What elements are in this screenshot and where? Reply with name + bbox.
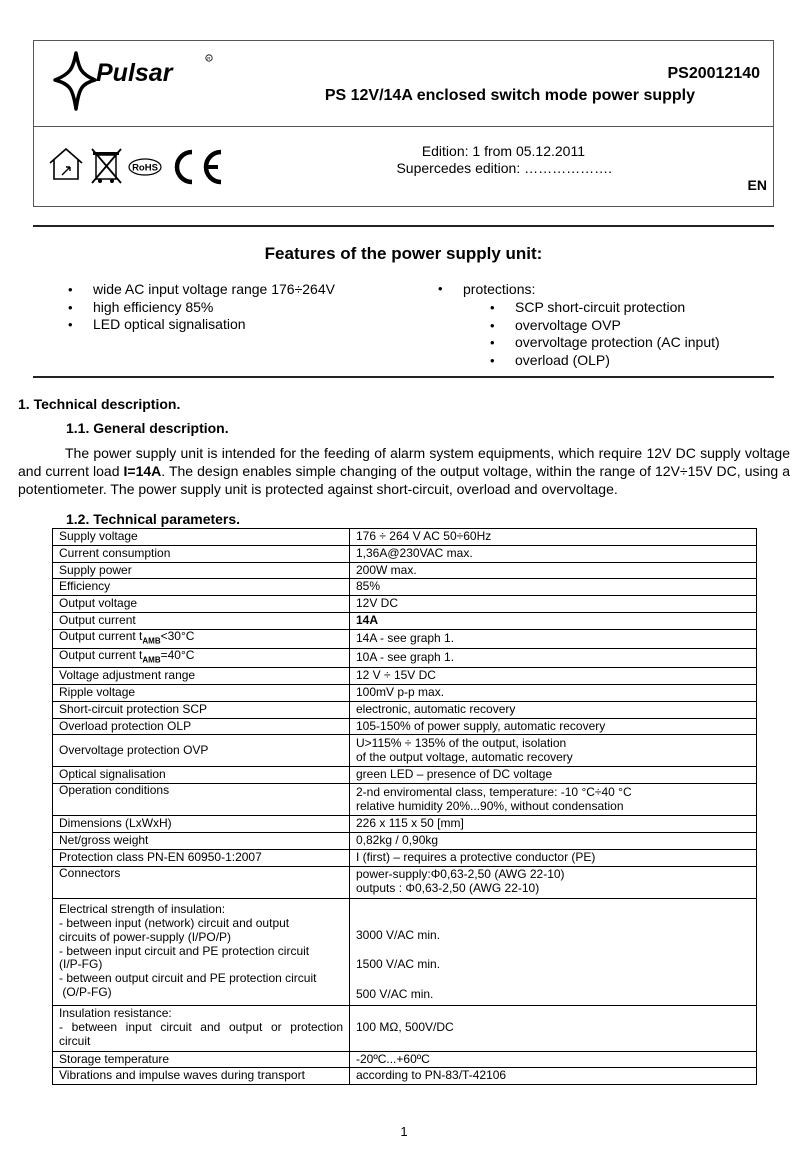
document-title: PS 12V/14A enclosed switch mode power supply (324, 87, 695, 104)
table-row: Dimensions (LxWxH) 226 x 115 x 50 [mm] (53, 816, 757, 833)
list-item: • overvoltage protection (AC input) (515, 334, 720, 352)
features-title: Features of the power supply unit: (264, 244, 543, 263)
list-item: • wide AC input voltage range 176÷264V (93, 281, 335, 299)
certification-icons (48, 145, 228, 187)
table-row: Vibrations and impulse waves during transport according to PN-83/T-42106 (53, 1068, 757, 1085)
list-item: • overvoltage OVP (515, 317, 720, 335)
table-row: Short-circuit protection SCP electronic, automatic recovery (53, 701, 757, 718)
document-code: PS20012140 (667, 65, 760, 82)
table-row: Supply power 200W max. (53, 562, 757, 579)
divider-bottom (33, 376, 774, 378)
divider-top (33, 225, 774, 227)
header-divider (33, 126, 774, 127)
table-row: Output current $t_{AMB}=40^\circ C$ 10A - see graph 1. (53, 648, 757, 667)
language-code: EN (747, 177, 767, 193)
subsection-heading: 1.2. Technical parameters. (66, 511, 241, 527)
pulsar-star-icon (55, 53, 95, 109)
supersedes-info: Supercedes edition: ………………. (396, 160, 612, 176)
table-row: Overvoltage protection OVP U>115% ÷ 135% of the output, isolation of the output voltage, automatic recovery (53, 735, 757, 767)
subsection-heading: 1.1. General description. (66, 420, 229, 436)
protections-list (515, 299, 720, 369)
table-row: Current consumption 1,36A@230VAC max. (53, 545, 757, 562)
table-row: Protection class PN-EN 60950-1:2007 I (first) – requires a protective conductor (PE) (53, 849, 757, 866)
table-row: Output voltage 12V DC (53, 596, 757, 613)
table-row: Electrical strength of insulation: - between input (network) circuit and output circuits of power-supply (I/PO/P) - between input circuit and PE protection circuit (I/P-FG) - between output circuit and PE protection circuit (O/P-FG) 3000 V/AC min. 1500 V/AC min. 500 V/AC min. (53, 898, 757, 1005)
table-row: Insulation resistance: - between input circuit and output or protection circuit 100 MΩ, 500V/DC (53, 1005, 757, 1051)
svg-text:R: R (207, 56, 211, 61)
table-row: Optical signalisation green LED – presence of DC voltage (53, 767, 757, 784)
pulsar-logo (48, 47, 218, 115)
weee-bin-icon (92, 149, 121, 183)
table-row: Storage temperature -20ºC...+60ºC (53, 1051, 757, 1068)
edition-info: Edition: 1 from 05.12.2011 (421, 143, 585, 159)
table-row: Output current $t_{AMB}<30^\circ C$ 14A - see graph 1. (53, 629, 757, 648)
table-row: Net/gross weight 0,82kg / 0,90kg (53, 832, 757, 849)
table-row: Voltage adjustment range 12 V ÷ 15V DC (53, 668, 757, 685)
list-item: • SCP short-circuit protection (515, 299, 720, 317)
table-row: Overload protection OLP 105-150% of power supply, automatic recovery (53, 718, 757, 735)
table-row: Operation conditions 2-nd enviromental class, temperature: -10 °C÷40 °C relative humidity 20%...90%, without condensation (53, 784, 757, 816)
protections-label: • protections: (463, 281, 535, 297)
parameters-table (52, 528, 757, 1085)
table-row: Connectors power-supply:Φ0,63-2,50 (AWG 22-10) outputs : Φ0,63-2,50 (AWG 22-10) (53, 866, 757, 898)
svg-text:RoHS: RoHS (132, 162, 158, 174)
indoor-use-icon (50, 149, 82, 179)
list-item: • LED optical signalisation (93, 316, 335, 334)
ce-mark-icon (177, 152, 221, 182)
list-item: • overload (OLP) (515, 352, 720, 370)
table-row: Efficiency 85% (53, 579, 757, 596)
table-row: Output current 14A (53, 612, 757, 629)
general-description: The power supply unit is intended for the feeding of alarm system equipments, which require 12V DC supply voltage and current load I=14A. The design enables simple changing of the output voltage, within the range of 12V÷15V DC, using a potentiometer. The power supply unit is protected against short-circuit, overload and overvoltage. (18, 445, 790, 497)
section-heading: 1. Technical description. (18, 396, 181, 412)
table-row: Supply voltage 176 ÷ 264 V AC 50÷60Hz (53, 529, 757, 546)
brand-name: Pulsar (96, 59, 173, 87)
rohs-icon (129, 159, 161, 175)
table-row: Ripple voltage 100mV p-p max. (53, 684, 757, 701)
list-item: • high efficiency 85% (93, 299, 335, 317)
page-number: 1 (400, 1124, 408, 1139)
feature-list (93, 281, 335, 334)
